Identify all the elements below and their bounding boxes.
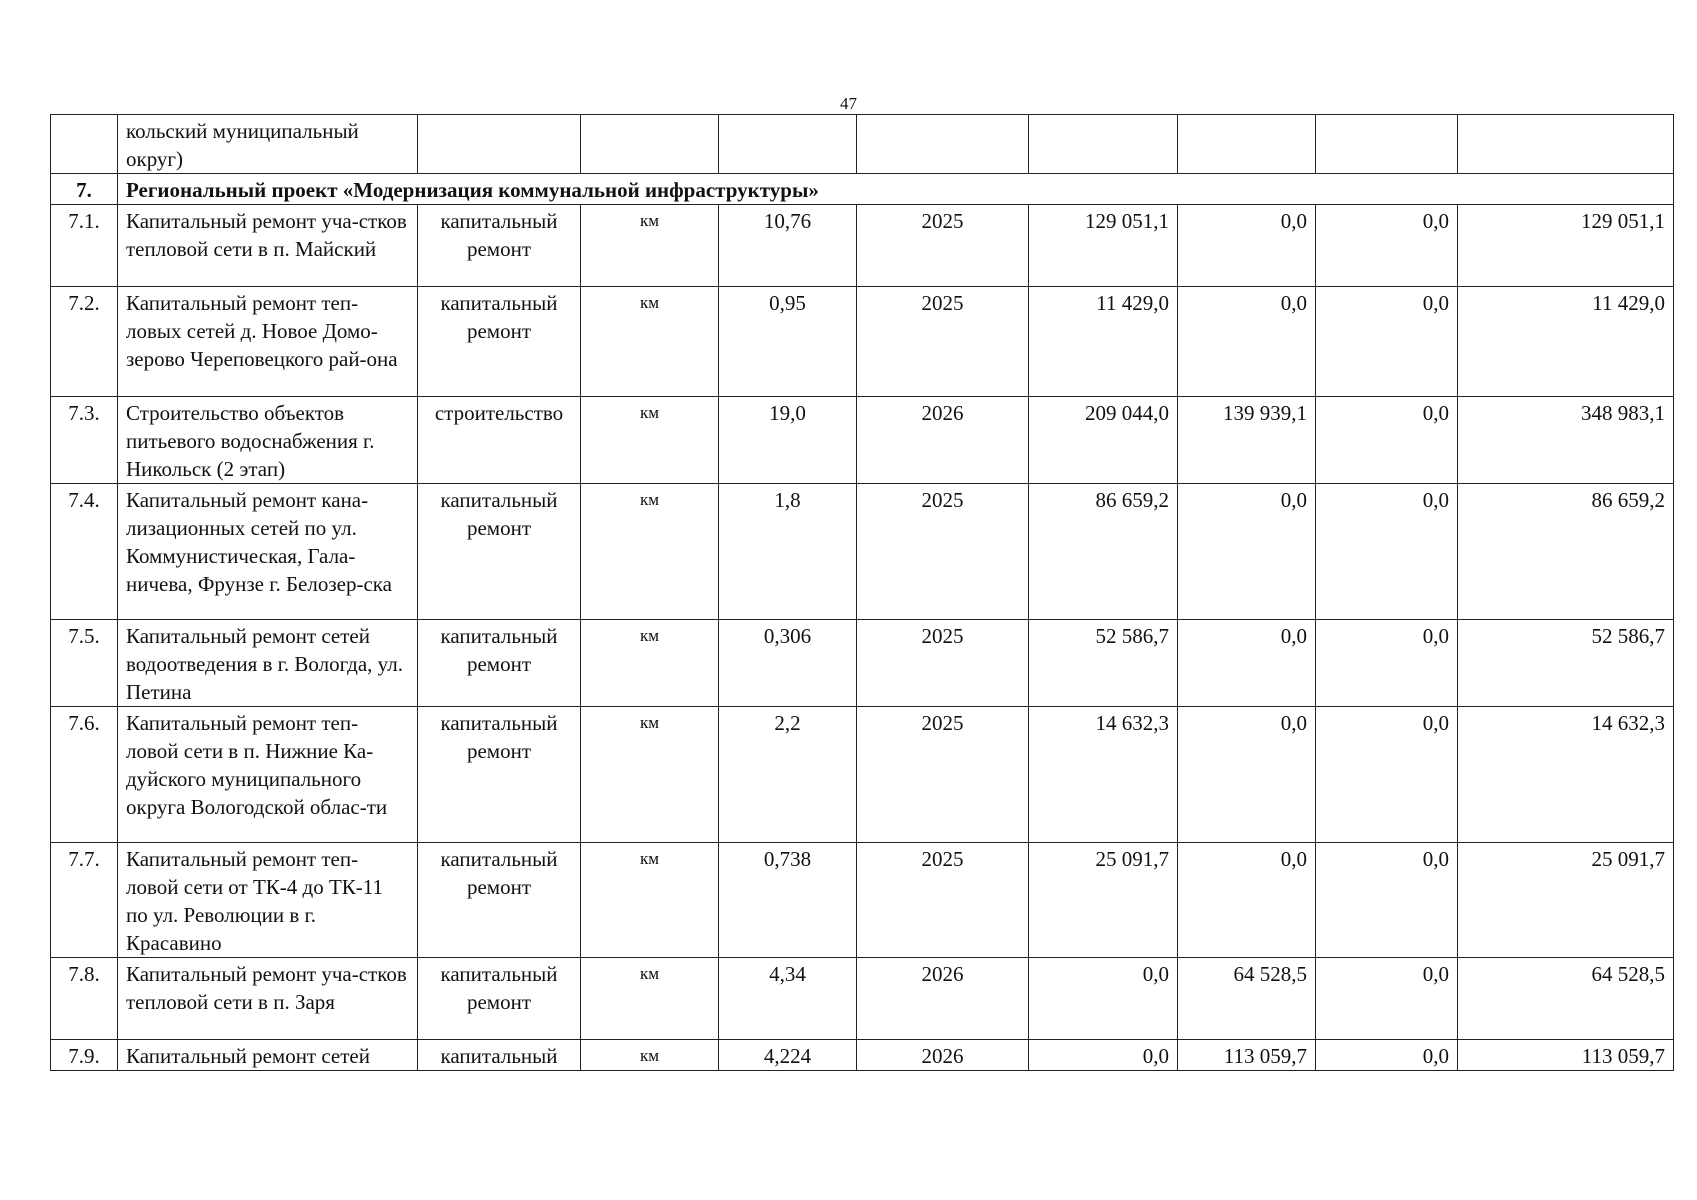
row-year: 2025	[857, 620, 1029, 707]
row-name: Капитальный ремонт теп-ловой сети от ТК-4 до ТК-11 по ул. Революции в г. Красавино	[118, 843, 418, 958]
row-amount-3: 0,0	[1316, 707, 1458, 843]
row-unit: км	[581, 958, 719, 1040]
continued-num	[51, 115, 118, 174]
row-amount-2: 139 939,1	[1178, 397, 1316, 484]
row-amount-1: 209 044,0	[1029, 397, 1178, 484]
row-number: 7.9.	[51, 1040, 118, 1071]
row-amount-3: 0,0	[1316, 958, 1458, 1040]
row-year: 2026	[857, 958, 1029, 1040]
continued-row	[51, 115, 1674, 174]
row-total: 113 059,7	[1458, 1040, 1674, 1071]
row-amount-1: 0,0	[1029, 1040, 1178, 1071]
row-number: 7.1.	[51, 205, 118, 287]
row-quantity: 19,0	[719, 397, 857, 484]
row-amount-2: 0,0	[1178, 287, 1316, 397]
row-type: капитальный ремонт	[418, 843, 581, 958]
row-quantity: 0,738	[719, 843, 857, 958]
table-row	[51, 484, 1674, 620]
row-total: 14 632,3	[1458, 707, 1674, 843]
row-unit: км	[581, 287, 719, 397]
row-amount-3: 0,0	[1316, 484, 1458, 620]
section-row	[51, 174, 1674, 205]
row-amount-3: 0,0	[1316, 205, 1458, 287]
row-amount-3: 0,0	[1316, 397, 1458, 484]
row-quantity: 2,2	[719, 707, 857, 843]
row-year: 2025	[857, 843, 1029, 958]
row-amount-1: 11 429,0	[1029, 287, 1178, 397]
row-total: 11 429,0	[1458, 287, 1674, 397]
section-title: Региональный проект «Модернизация коммунальной инфраструктуры»	[118, 174, 1674, 205]
row-total: 64 528,5	[1458, 958, 1674, 1040]
row-type: строительство	[418, 397, 581, 484]
row-amount-2: 0,0	[1178, 707, 1316, 843]
row-total: 129 051,1	[1458, 205, 1674, 287]
row-quantity: 0,95	[719, 287, 857, 397]
row-quantity: 1,8	[719, 484, 857, 620]
row-amount-2: 0,0	[1178, 843, 1316, 958]
row-quantity: 0,306	[719, 620, 857, 707]
row-total: 86 659,2	[1458, 484, 1674, 620]
page-number: 47	[840, 94, 857, 113]
row-unit: км	[581, 707, 719, 843]
row-type: капитальный ремонт	[418, 205, 581, 287]
row-number: 7.6.	[51, 707, 118, 843]
row-type: капитальный ремонт	[418, 484, 581, 620]
row-amount-2: 0,0	[1178, 484, 1316, 620]
table-row	[51, 287, 1674, 397]
row-year: 2026	[857, 397, 1029, 484]
row-number: 7.4.	[51, 484, 118, 620]
row-year: 2026	[857, 1040, 1029, 1071]
row-year: 2025	[857, 205, 1029, 287]
project-table	[50, 114, 1674, 1071]
row-number: 7.2.	[51, 287, 118, 397]
row-amount-1: 129 051,1	[1029, 205, 1178, 287]
row-amount-3: 0,0	[1316, 287, 1458, 397]
row-quantity: 10,76	[719, 205, 857, 287]
row-total: 52 586,7	[1458, 620, 1674, 707]
row-unit: км	[581, 484, 719, 620]
table-row	[51, 620, 1674, 707]
row-type: капитальный ремонт	[418, 958, 581, 1040]
continued-name: кольский муниципальный округ)	[118, 115, 418, 174]
table-row	[51, 707, 1674, 843]
row-amount-1: 52 586,7	[1029, 620, 1178, 707]
row-total: 25 091,7	[1458, 843, 1674, 958]
row-amount-3: 0,0	[1316, 1040, 1458, 1071]
row-amount-2: 64 528,5	[1178, 958, 1316, 1040]
row-unit: км	[581, 620, 719, 707]
table-row	[51, 205, 1674, 287]
row-name: Капитальный ремонт уча-стков тепловой сети в п. Заря	[118, 958, 418, 1040]
row-quantity: 4,224	[719, 1040, 857, 1071]
row-year: 2025	[857, 287, 1029, 397]
row-number: 7.3.	[51, 397, 118, 484]
row-name: Капитальный ремонт сетей	[118, 1040, 418, 1071]
row-amount-2: 113 059,7	[1178, 1040, 1316, 1071]
row-name: Строительство объектов питьевого водоснабжения г. Никольск (2 этап)	[118, 397, 418, 484]
table-row	[51, 843, 1674, 958]
row-year: 2025	[857, 707, 1029, 843]
row-amount-3: 0,0	[1316, 620, 1458, 707]
row-name: Капитальный ремонт теп-ловых сетей д. Новое Домо-зерово Череповецкого рай-она	[118, 287, 418, 397]
row-quantity: 4,34	[719, 958, 857, 1040]
row-amount-1: 25 091,7	[1029, 843, 1178, 958]
row-year: 2025	[857, 484, 1029, 620]
row-type: капитальный ремонт	[418, 287, 581, 397]
row-unit: км	[581, 1040, 719, 1071]
row-name: Капитальный ремонт сетей водоотведения в г. Вологда, ул. Петина	[118, 620, 418, 707]
row-amount-1: 14 632,3	[1029, 707, 1178, 843]
row-amount-1: 0,0	[1029, 958, 1178, 1040]
row-unit: км	[581, 843, 719, 958]
row-amount-2: 0,0	[1178, 620, 1316, 707]
row-name: Капитальный ремонт уча-стков тепловой сети в п. Майский	[118, 205, 418, 287]
row-amount-1: 86 659,2	[1029, 484, 1178, 620]
row-number: 7.5.	[51, 620, 118, 707]
row-type: капитальный ремонт	[418, 707, 581, 843]
row-number: 7.7.	[51, 843, 118, 958]
table-row	[51, 397, 1674, 484]
row-amount-3: 0,0	[1316, 843, 1458, 958]
row-name: Капитальный ремонт кана-лизационных сетей по ул. Коммунистическая, Гала-ничева, Фрунзе г. Белозер-ска	[118, 484, 418, 620]
row-number: 7.8.	[51, 958, 118, 1040]
row-amount-2: 0,0	[1178, 205, 1316, 287]
row-unit: км	[581, 205, 719, 287]
row-total: 348 983,1	[1458, 397, 1674, 484]
section-number: 7.	[51, 174, 118, 205]
row-name: Капитальный ремонт теп-ловой сети в п. Нижние Ка-дуйского муниципального округа Вологодской облас-ти	[118, 707, 418, 843]
table-row	[51, 958, 1674, 1040]
row-unit: км	[581, 397, 719, 484]
table-row	[51, 1040, 1674, 1071]
row-type: капитальный ремонт	[418, 620, 581, 707]
row-type: капитальный	[418, 1040, 581, 1071]
